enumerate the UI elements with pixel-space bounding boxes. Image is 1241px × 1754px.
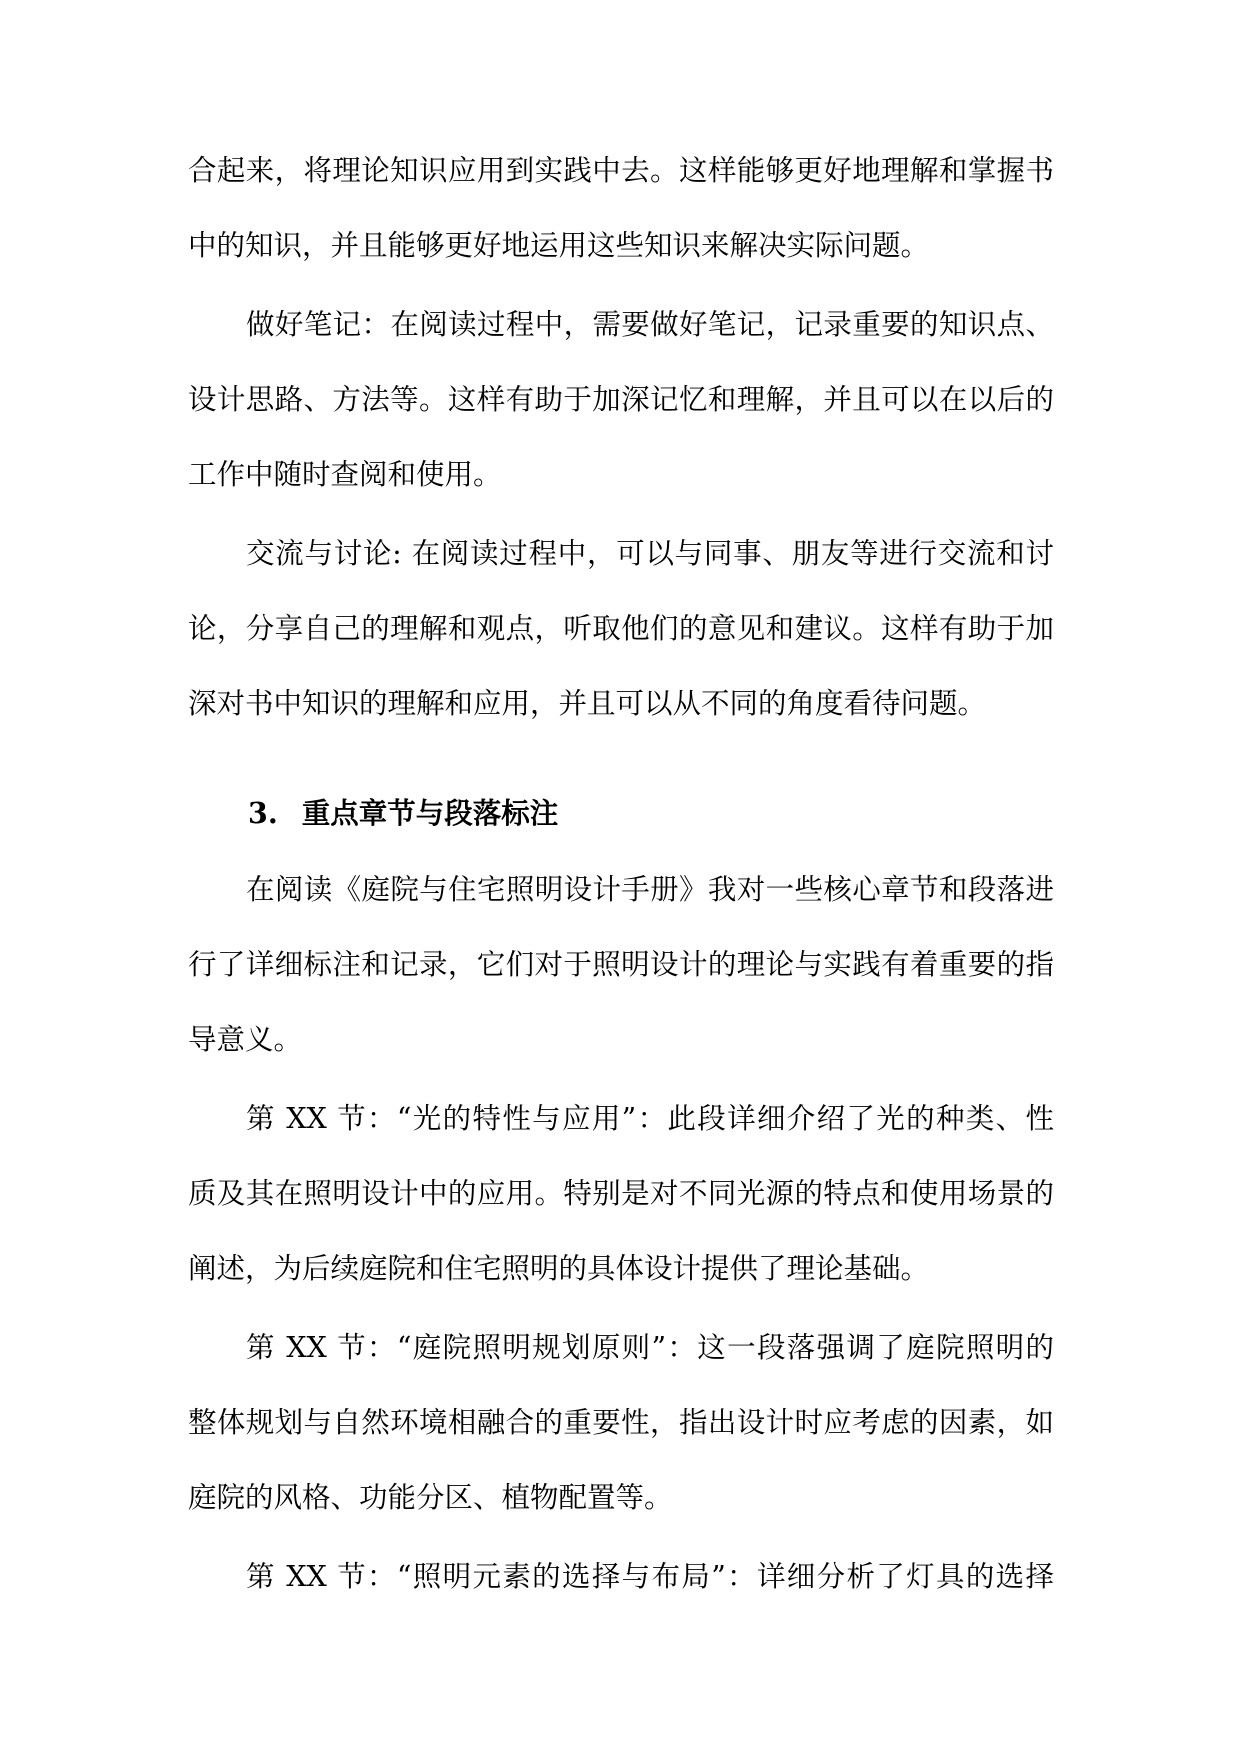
- text-line: 设计思路、方法等。这样有助于加深记忆和理解，并且可以在以后的: [188, 383, 1054, 416]
- text-line: 论，分享自己的理解和观点，听取他们的意见和建议。这样有助于加: [188, 612, 1054, 645]
- paragraph-intro: [188, 852, 1054, 1077]
- text-line: 行了详细标注和记录，它们对于照明设计的理论与实践有着重要的指: [188, 948, 1054, 981]
- text-line: 第 XX 节：“照明元素的选择与布局”：详细分析了灯具的选择: [246, 1560, 1054, 1593]
- paragraph-garden-planning: [188, 1310, 1054, 1535]
- text-line: 交流与讨论: 在阅读过程中，可以与同事、朋友等进行交流和讨: [246, 537, 1054, 570]
- text-line: 做好笔记：在阅读过程中，需要做好笔记，记录重要的知识点、: [246, 308, 1054, 341]
- text-line: 阐述，为后续庭院和住宅照明的具体设计提供了理论基础。: [188, 1252, 930, 1285]
- text-line: 合起来，将理论知识应用到实践中去。这样能够更好地理解和掌握书: [188, 154, 1054, 187]
- text-line: 工作中随时查阅和使用。: [188, 458, 502, 491]
- text-line: 整体规划与自然环境相融合的重要性，指出设计时应考虑的因素，如: [188, 1406, 1054, 1439]
- text-line: 质及其在照明设计中的应用。特别是对不同光源的特点和使用场景的: [188, 1177, 1054, 1210]
- text-line: 第 XX 节：“庭院照明规划原则”：这一段落强调了庭院照明的: [246, 1331, 1054, 1364]
- paragraph-light-properties: [188, 1081, 1054, 1306]
- paragraph-discussion: [188, 516, 1054, 741]
- document-body: [188, 133, 1054, 1614]
- text-line: 中的知识，并且能够更好地运用这些知识来解决实际问题。: [188, 229, 930, 262]
- paragraph-continuation: [188, 133, 1054, 283]
- text-line: 导意义。: [188, 1023, 303, 1056]
- section-heading: [188, 776, 1054, 851]
- section-title: 重点章节与段落标注: [301, 796, 559, 830]
- text-line: 第 XX 节：“光的特性与应用”：此段详细介绍了光的种类、性: [246, 1102, 1054, 1135]
- section-number: 3.: [248, 796, 278, 830]
- paragraph-lighting-elements: [188, 1539, 1054, 1614]
- text-line: 深对书中知识的理解和应用，并且可以从不同的角度看待问题。: [188, 687, 987, 720]
- paragraph-take-notes: [188, 287, 1054, 512]
- text-line: 在阅读《庭院与住宅照明设计手册》我对一些核心章节和段落进: [246, 873, 1054, 906]
- text-line: 庭院的风格、功能分区、植物配置等。: [188, 1481, 673, 1514]
